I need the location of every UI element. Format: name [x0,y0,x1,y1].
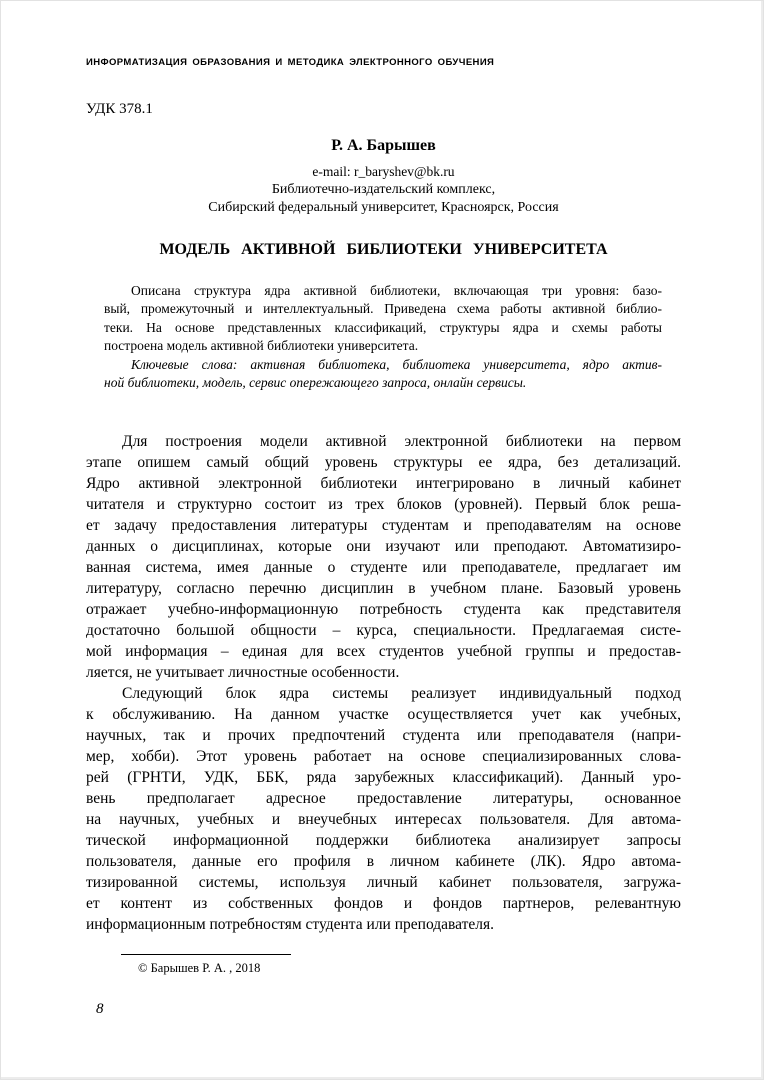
text-line: Ядро активной электронной библиотеки интегрировано в личный кабинет [86,475,681,492]
text-line: читателя и структурно состоит из трех блоков (уровней). Первый блок реша- [86,496,681,513]
text-line: этапе опишем самый общий уровень структуры ее ядра, без детализаций. [86,454,681,471]
text-line: вень предполагает адресное предоставление литературы, основанное [86,790,681,807]
text-line: Следующий блок ядра системы реализует индивидуальный подход [122,685,681,702]
article-body [86,431,681,935]
author-affiliation-department: Библиотечно-издательский комплекс, [271,182,496,197]
abstract-and-keywords [104,282,662,392]
footnote-separator [121,954,291,955]
copyright-footnote: © Барышев Р. А. , 2018 [138,961,261,975]
author-affiliation-university: Сибирский федеральный университет, Красноярск, Россия [208,200,559,215]
text-line: Описана структура ядра активной библиотеки, включающая три уровня: базо- [131,283,662,298]
text-line: отражает учебно-информационную потребность студента как представителя [86,601,681,618]
author-email: e-mail: r_baryshev@bk.ru [312,164,455,179]
text-line: на научных, учебных и внеучебных интересах пользователя. Для автома- [86,811,681,828]
keywords-text [104,356,662,393]
text-line: тизированной системы, используя личный кабинет пользователя, загружа- [86,874,681,891]
body-paragraph-1 [86,431,681,683]
text-line: Ключевые слова: активная библиотека, библиотека университета, ядро актив- [131,356,662,372]
text-line: ванная система, имея данные о студенте или преподавателе, предлагает им [86,559,681,576]
text-line: ляется, не учитывает личностные особенности. [86,664,400,681]
text-line: теки. На основе представленных классификаций, структуры ядра и схемы работы [104,319,662,335]
running-header: ИНФОРМАТИЗАЦИЯ ОБРАЗОВАНИЯ И МЕТОДИКА ЭЛЕКТРОННОГО ОБУЧЕНИЯ [86,57,495,68]
body-paragraph-2 [86,683,681,935]
text-line: ной библиотеки, модель, сервис опережающего запроса, онлайн сервисы. [104,375,527,391]
text-line: рей (ГРНТИ, УДК, ББК, ряда зарубежных классификаций). Данный уро- [86,769,681,786]
text-line: пользователя, данные его профиля в личном кабинете (ЛК). Ядро автома- [86,853,681,870]
text-line: ет контент из собственных фондов и фондов партнеров, релевантную [86,895,681,912]
text-line: к обслуживанию. На данном участке осуществляется учет как учебных, [86,706,681,723]
text-line: научных, так и прочих предпочтений студента или преподавателя (напри- [86,727,681,744]
text-line: построена модель активной библиотеки университета. [104,338,419,354]
text-line: ет задачу предоставления литературы студентам и преподавателям на основе [86,517,681,534]
page-number: 8 [96,1001,104,1017]
text-line: литературу, согласно перечню дисциплин в учебном плане. Базовый уровень [86,580,681,597]
author-name: Р. А. Барышев [331,137,436,154]
abstract-text [104,282,662,356]
text-line: Для построения модели активной электронной библиотеки на первом [122,433,681,450]
text-line: данных о дисциплинах, которые они изучают или преподают. Автоматизиро- [86,538,681,555]
text-line: мой информация – единая для всех студентов учебной группы и предостав- [86,643,681,660]
text-line: мер, хобби). Этот уровень работает на основе специализированных слова- [86,748,681,765]
text-line: достаточно большой общности – курса, специальности. Предлагаемая систе- [86,622,681,639]
text-line: тической информационной поддержки библиотека анализирует запросы [86,832,681,849]
text-line: вый, промежуточный и интеллектуальный. Приведена схема работы активной библио- [104,301,662,317]
text-line: информационным потребностям студента или преподавателя. [86,916,494,933]
article-title: МОДЕЛЬ АКТИВНОЙ БИБЛИОТЕКИ УНИВЕРСИТЕТА [159,241,608,258]
udc-code: УДК 378.1 [86,101,153,117]
